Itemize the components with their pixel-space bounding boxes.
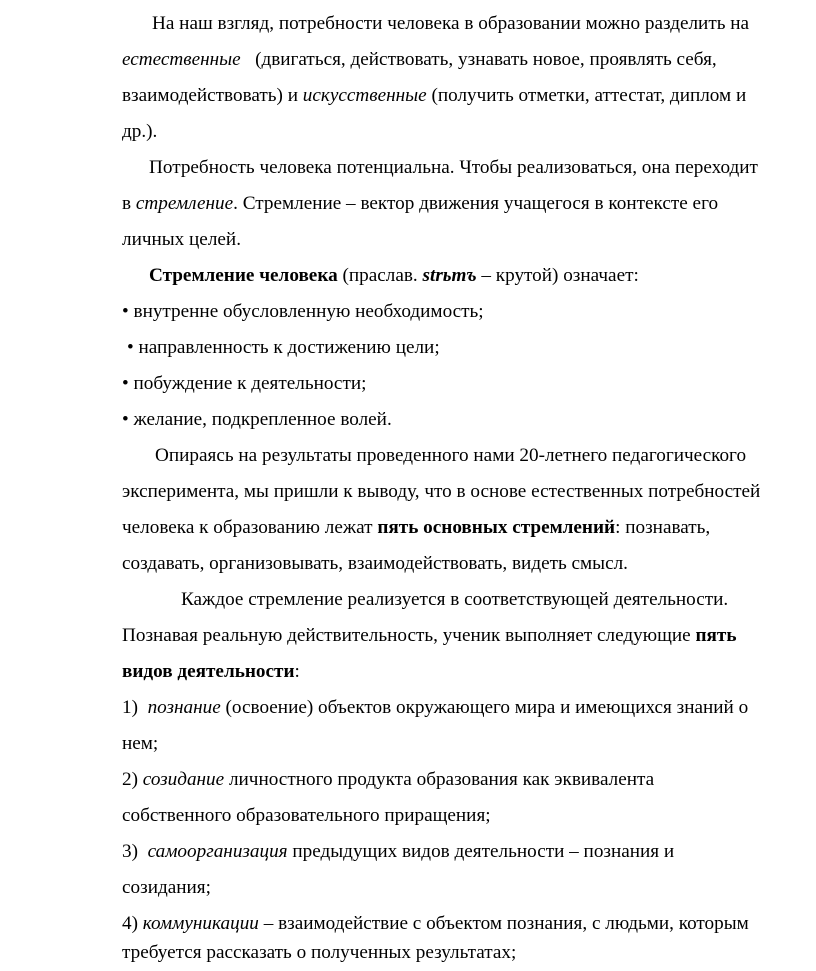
text: – крутой) означает: (481, 265, 639, 286)
paragraph-2-line-1 (149, 156, 758, 180)
text: • внутренне обусловленную необходимость; (122, 301, 484, 322)
five-aspirations: пять основных стремлений (377, 517, 616, 538)
text: На наш взгляд, потребности человека в образовании можно разделить на (152, 13, 750, 34)
term-communication: коммуникации (142, 913, 259, 934)
paragraph-2-line-3 (122, 228, 241, 252)
paragraph-5-line-2 (122, 624, 736, 648)
text: • побуждение к деятельности; (122, 373, 367, 394)
paragraph-4-line-1 (155, 444, 746, 468)
list-item-1 (122, 696, 748, 720)
text: (праслав. (342, 265, 418, 286)
text: Познавая реальную действительность, ученик выполняет следующие (122, 625, 691, 646)
list-number: 2) (122, 769, 138, 790)
list-item-4-cont (122, 941, 516, 965)
text: (двигаться, действовать, узнавать новое, проявлять себя, (255, 49, 717, 70)
term-self-organization: самоорганизация (147, 841, 288, 862)
paragraph-5-line-1 (181, 588, 728, 612)
list-item-3-cont (122, 876, 211, 900)
list-item-3 (122, 840, 674, 864)
text: др.). (122, 121, 158, 142)
term-human-aspiration: Стремление человека (149, 265, 338, 286)
paragraph-1-line-1 (152, 12, 749, 36)
text: : познавать, (615, 517, 711, 538)
text: созидания; (122, 877, 211, 898)
bullet-item (122, 372, 366, 396)
text: Каждое стремление реализуется в соответствующей деятельности. (181, 589, 729, 610)
list-number: 4) (122, 913, 138, 934)
paragraph-4-line-4 (122, 552, 628, 576)
text: : (294, 661, 300, 682)
term-creation: созидание (142, 769, 225, 790)
text: – взаимодействие с объектом познания, с людьми, которым (263, 913, 749, 934)
text: эксперимента, мы пришли к выводу, что в основе естественных потребностей (122, 481, 761, 502)
list-item-2 (122, 768, 654, 792)
text: личностного продукта образования как эквивалента (228, 769, 655, 790)
paragraph-1-line-3 (122, 84, 746, 108)
text: личных целей. (122, 229, 241, 250)
paragraph-1-line-2 (122, 48, 717, 72)
text: (освоение) объектов окружающего мира и имеющихся знаний о (225, 697, 749, 718)
etymology-word: strьmъ (422, 265, 477, 286)
term-cognition: познание (147, 697, 221, 718)
list-number: 1) (122, 697, 138, 718)
text: • желание, подкрепленное волей. (122, 409, 392, 430)
text: нем; (122, 733, 159, 754)
text: человека к образованию лежат (122, 517, 373, 538)
term-aspiration: стремление (135, 193, 234, 214)
list-item-2-cont (122, 804, 491, 828)
paragraph-3-line-1 (149, 264, 639, 288)
text: требуется рассказать о полученных результатах; (122, 942, 517, 963)
text: Опираясь на результаты проведенного нами 20-летнего педагогического (155, 445, 747, 466)
paragraph-5-line-3 (122, 660, 300, 684)
term-artificial: искусственные (302, 85, 427, 106)
paragraph-1-line-4 (122, 120, 157, 144)
text: предыдущих видов деятельности – познания и (292, 841, 675, 862)
term-natural: естественные (122, 49, 241, 70)
list-item-4 (122, 912, 749, 936)
bullet-item (127, 336, 440, 360)
paragraph-2-line-2 (122, 192, 718, 216)
list-number: 3) (122, 841, 138, 862)
five-word: пять (695, 625, 737, 646)
paragraph-4-line-2 (122, 480, 760, 504)
text: создавать, организовывать, взаимодействовать, видеть смысл. (122, 553, 628, 574)
bullet-item (122, 408, 392, 432)
list-item-1-cont (122, 732, 158, 756)
text: взаимодействовать) и (122, 85, 298, 106)
bullet-item (122, 300, 484, 324)
paragraph-4-line-3 (122, 516, 710, 540)
text: собственного образовательного приращения; (122, 805, 491, 826)
activity-types: видов деятельности (122, 661, 295, 682)
text: (получить отметки, аттестат, диплом и (431, 85, 747, 106)
text: Потребность человека потенциальна. Чтобы реализоваться, она переходит (149, 157, 758, 178)
text: в (122, 193, 132, 214)
text: • направленность к достижению цели; (127, 337, 440, 358)
text: . Стремление – вектор движения учащегося в контексте его (233, 193, 719, 214)
